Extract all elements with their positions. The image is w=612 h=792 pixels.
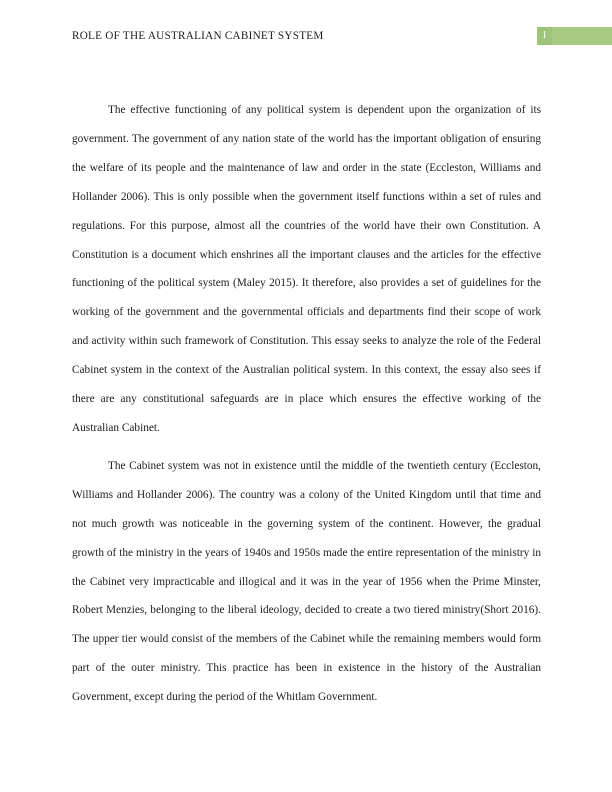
body-paragraph: The Cabinet system was not in existence until the middle of the twentieth century (Eccleston, Williams and Hollander 2006). The country was a colony of the United Kingdom until that time and not much growth was noticeable in the governing system of the continent. However, the gradual growth of the ministry in the years of 1940s and 1950s made the entire representation of the ministry in the Cabinet very impracticable and illogical and it was in the year of 1956 when the Prime Minster, Robert Menzies, belonging to the liberal ideology, decided to create a two tiered ministry(Short 2016). The upper tier would consist of the members of the Cabinet while the remaining members would form part of the outer ministry. This practice has been in existence in the history of the Australian Government, except during the period of the Whitlam Government. [72,459,541,704]
page-number-banner [537,27,612,45]
page-number-label: 1 [542,30,547,41]
running-head-title: ROLE OF THE AUSTRALIAN CABINET SYSTEM [72,30,324,42]
page-header [0,26,612,48]
document-body [72,96,541,712]
body-paragraph: The effective functioning of any political system is dependent upon the organization of its government. The government of any nation state of the world has the important obligation of ensuring the welfare of its people and the maintenance of law and order in the state (Eccleston, Williams and Hollander 2006). This is only possible when the government itself functions within a set of rules and regulations. For this purpose, almost all the countries of the world have their own Constitution. A Constitution is a document which enshrines all the important clauses and the articles for the effective functioning of the political system (Maley 2015). It therefore, also provides a set of guidelines for the working of the government and the governmental officials and departments find their scope of work and activity within such framework of Constitution. This essay seeks to analyze the role of the Federal Cabinet system in the context of the Australian political system. In this context, the essay also sees if there are any constitutional safeguards are in place which ensures the effective working of the Australian Cabinet. [72,104,541,434]
